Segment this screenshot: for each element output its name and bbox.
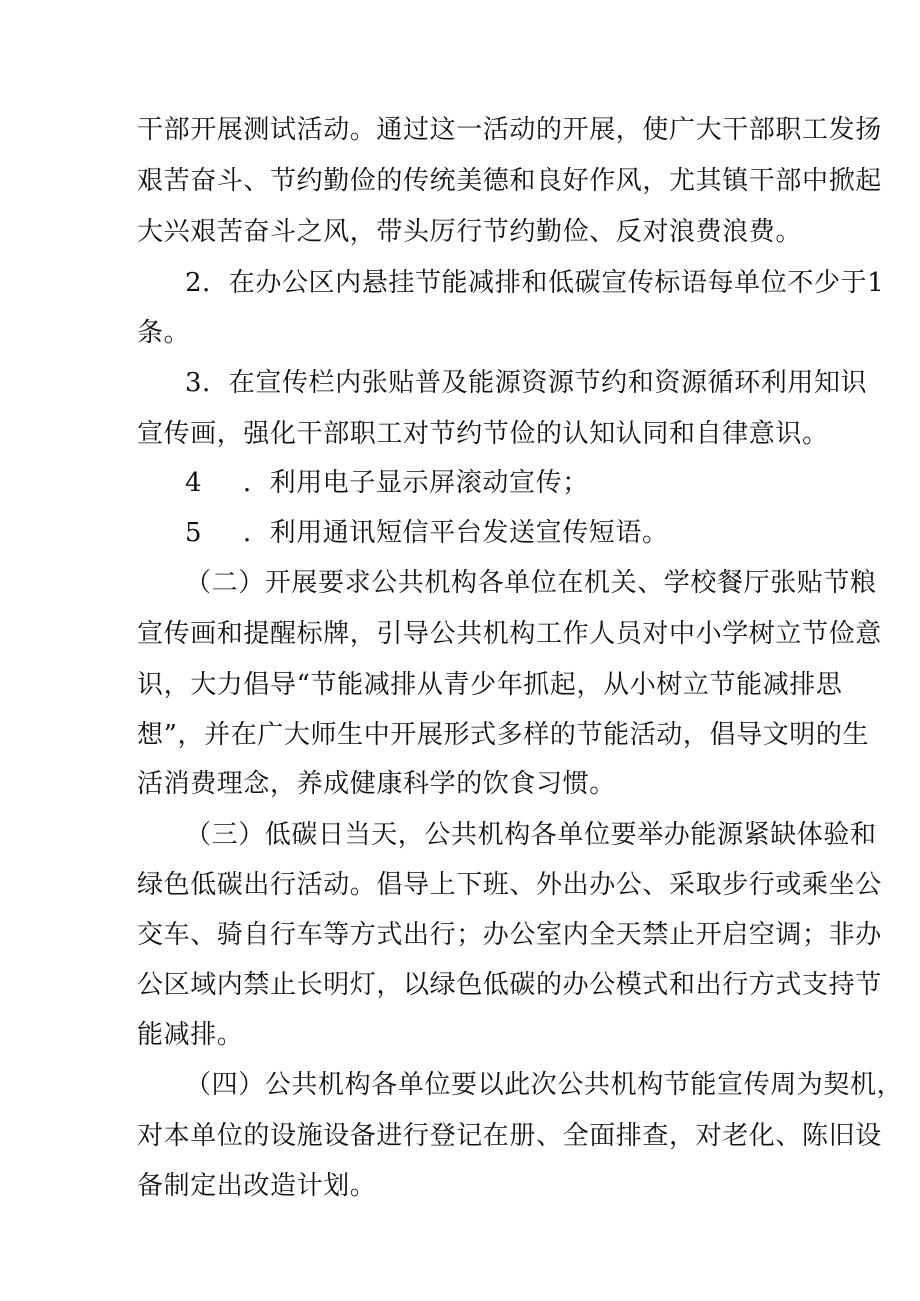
body-line: 大兴艰苦奋斗之风，带头厉行节约勤俭、反对浪费浪费。 [137,217,803,247]
body-line: 交车、骑自行车等方式出行；办公室内全天禁止开启空调；非办 [137,920,882,950]
list-item-3: 3．在宣传栏内张贴普及能源资源节约和资源循环利用知识 [185,368,868,398]
list-number: 4 [185,468,203,498]
body-line: 干部开展测试活动。通过这一活动的开展，使广大干部职工发扬 [137,115,882,145]
body-line: 想”，并在广大师生中开展形式多样的节能活动，倡导文明的生 [137,720,870,750]
body-line: 公区域内禁止长明灯，以绿色低碳的办公模式和出行方式支持节 [137,970,882,1000]
body-line: 条。 [137,318,191,348]
section-four-heading: （四）公共机构各单位要以此次公共机构节能宣传周为契机， [185,1070,904,1100]
body-line: 识，大力倡导“节能减排从青少年抓起，从小树立节能减排思 [137,670,843,700]
list-item-4 [185,466,589,500]
list-number: 5 [185,518,203,548]
body-line: 备制定出改造计划。 [137,1171,377,1201]
body-line: 能减排。 [137,1020,244,1050]
list-text: ．利用电子显示屏滚动宣传； [243,468,589,498]
list-item-2: 2．在办公区内悬挂节能减排和低碳宣传标语每单位不少于1 [185,268,885,298]
body-line: 绿色低碳出行活动。倡导上下班、外出办公、采取步行或乘坐公 [137,870,882,900]
body-line: 艰苦奋斗、节约勤俭的传统美德和良好作风，尤其镇干部中掀起 [137,166,882,196]
body-line: 活消费理念，养成健康科学的饮食习惯。 [137,769,616,799]
section-two-heading: （二）开展要求公共机构各单位在机关、学校餐厅张贴节粮 [185,568,877,598]
body-line: 对本单位的设施设备进行登记在册、全面排查，对老化、陈旧设 [137,1121,882,1151]
list-item-5 [185,516,669,550]
list-text: ．利用通讯短信平台发送宣传短语。 [243,518,669,548]
body-line: 宣传画和提醒标牌，引导公共机构工作人员对中小学树立节俭意 [137,619,882,649]
section-three-heading: （三）低碳日当天，公共机构各单位要举办能源紧缺体验和 [185,820,877,850]
body-line: 宣传画，强化干部职工对节约节俭的认知认同和自律意识。 [137,419,829,449]
